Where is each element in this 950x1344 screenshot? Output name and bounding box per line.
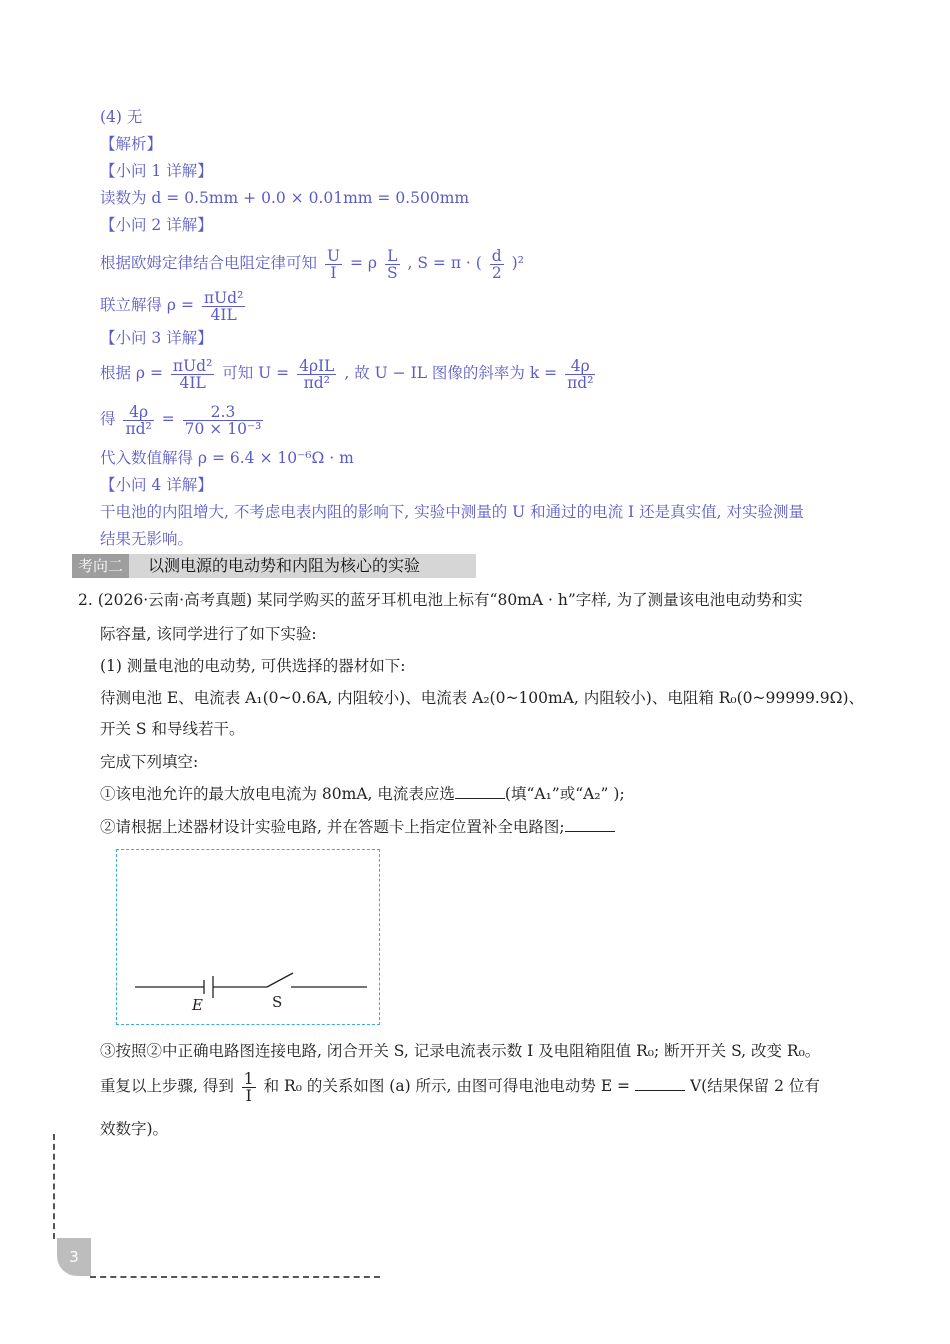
subq2-heading: 【小问 2 详解】: [100, 216, 213, 234]
question-line-3: (1) 测量电池的电动势, 可供选择的器材如下:: [100, 657, 406, 675]
subq4-text-1: 干电池的内阻增大, 不考虑电表内阻的影响下, 实验中测量的 U 和通过的电流 I 还是真实值, 对实验测量: [100, 503, 804, 521]
subq2-formula: 根据欧姆定律结合电阻定律可知 $\frac{U}{I}$ = ρ $\frac{L}{S}$ , S = π · ( $\frac{d}{2}$ )²: [100, 246, 524, 282]
circuit-diagram: [117, 850, 379, 1024]
subq2-result: 联立解得 ρ = $\frac{\text{πUd²}}{4IL}$: [100, 288, 244, 324]
section-tag: 考向二: [72, 554, 129, 578]
subq1-heading: 【小问 1 详解】: [100, 162, 213, 180]
battery-label: E: [192, 996, 203, 1014]
page-number: 3: [57, 1238, 91, 1276]
margin-dash-vertical: [53, 1134, 55, 1239]
analysis-heading: 【解析】: [100, 135, 163, 153]
question-line-4: 待测电池 E、电流表 A₁(0~0.6A, 内阻较小)、电流表 A₂(0~100mA, 内阻较小)、电阻箱 R₀(0~99999.9Ω)、: [100, 689, 865, 707]
subq3-result: 代入数值解得 ρ = 6.4 × 10⁻⁶Ω · m: [100, 449, 354, 467]
circuit-diagram-box: [116, 849, 380, 1025]
answer-4: (4) 无: [100, 108, 143, 126]
question-line-8: ②请根据上述器材设计实验电路, 并在答题卡上指定位置补全电路图;: [100, 817, 615, 837]
subq3-equation: 得 $\frac{4\rho}{\text{πd²}}$ = $\frac{2.3}{\text{70 × 10⁻³}}$: [100, 402, 262, 438]
question-line-10: 重复以上步骤, 得到 $\frac{1}{I}$ 和 R₀ 的关系如图 (a) 所示, 由图可得电池电动势 E = V(结果保留 2 位有: [100, 1069, 820, 1105]
answer-blank-emf[interactable]: [635, 1076, 685, 1091]
question-line-7: ①该电池允许的最大放电电流为 80mA, 电流表应选 (填“A₁”或“A₂” );: [100, 785, 625, 803]
margin-dash-horizontal: [90, 1276, 380, 1278]
subq4-text-2: 结果无影响。: [100, 530, 194, 548]
switch-blade: [267, 973, 293, 987]
section-title: 以测电源的电动势和内阻为核心的实验: [148, 556, 421, 575]
question-line-1: 2. (2026·云南·高考真题) 某同学购买的蓝牙耳机电池上标有“80mA · h”字样, 为了测量该电池电动势和实: [78, 591, 803, 609]
question-line-6: 完成下列填空:: [100, 753, 199, 771]
answer-blank-circuit[interactable]: [565, 817, 615, 832]
subq3-heading: 【小问 3 详解】: [100, 329, 213, 347]
subq1-text: 读数为 d = 0.5mm + 0.0 × 0.01mm = 0.500mm: [100, 189, 470, 207]
switch-label: S: [272, 993, 283, 1011]
question-line-2: 际容量, 该同学进行了如下实验:: [100, 625, 317, 643]
subq4-heading: 【小问 4 详解】: [100, 476, 213, 494]
question-line-5: 开关 S 和导线若干。: [100, 720, 245, 738]
question-line-11: 效数字)。: [100, 1120, 169, 1138]
section-header: [72, 554, 476, 578]
answer-blank-ammeter[interactable]: [455, 784, 505, 799]
question-line-9: ③按照②中正确电路图连接电路, 闭合开关 S, 记录电流表示数 I 及电阻箱阻值 R₀; 断开开关 S, 改变 R₀。: [100, 1042, 821, 1060]
subq3-formula: 根据 ρ = $\frac{\text{πUd²}}{4IL}$ 可知 U = $\frac{\text{4ρIL}}{\text{πd²}}$ , 故 U − IL 图像的斜率为 k = $\frac{4\rho}{\text{πd²}}$: [100, 356, 594, 392]
